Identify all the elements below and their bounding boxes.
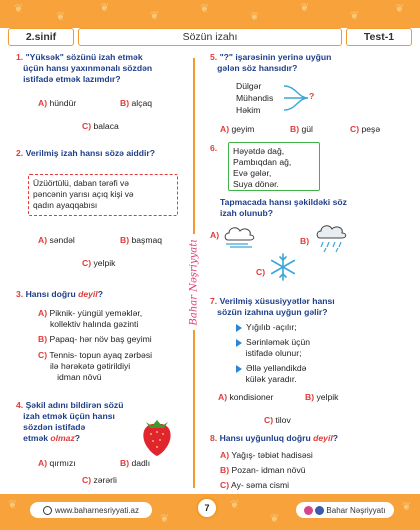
q1-option-b[interactable]: B) alçaq [120,98,153,108]
q6-option-c[interactable]: C) [256,267,266,277]
top-decorative-band: ❦ ❦ ❦ ❦ ❦ ❦ ❦ ❦ ❦ [0,0,420,28]
q5-option-b[interactable]: B) gül [290,124,313,134]
q4-option-b[interactable]: B) dadlı [120,458,151,468]
website-link[interactable]: www.baharnesriyyati.az [30,502,152,518]
q3-option-a[interactable]: A) Piknik- yüngül yeməklər, kollektiv halında gəzinti [38,308,143,329]
q7-option-c[interactable]: C) tilov [264,415,291,425]
q8-option-b[interactable]: B) Pozan- idman növü [220,465,306,475]
strawberry-icon [136,412,178,458]
question-8: 8. Hansı uyğunluq doğru deyil? [210,433,338,443]
q5-question-mark: ? [309,91,315,101]
snowflake-icon [268,252,298,282]
q6-option-b[interactable]: B) [300,236,310,246]
question-6-number: 6. [210,143,218,153]
q8-option-c[interactable]: C) Ay- səma cismi [220,480,290,490]
bottom-decorative-band: ❦ ❦ ❦ ❦ ❦ [0,494,420,530]
q2-option-a[interactable]: A) səndəl [38,235,75,245]
question-6: Tapmacada hansı şəkildəki söz izah olunub? [220,197,347,218]
header-bar [8,28,412,46]
triangle-bullet-icon [236,339,242,347]
q2-definition-box: Üzüörtülü, daban tərəfi və pəncənin yarısı açıq kişi və qadın ayaqqabısı [28,174,178,216]
triangle-bullet-icon [236,365,242,373]
q4-option-c[interactable]: C) zərərli [82,475,117,485]
q7-option-a[interactable]: A) kondisioner [218,392,274,402]
page-number: 7 [196,497,218,519]
bracket-arrow-icon [282,82,315,114]
q6-riddle-box: Həyətdə dağ, Pambıqdan ağ, Evə gələr, Suya dönər. [228,142,320,191]
q5-option-c[interactable]: C) peşə [350,124,381,134]
triangle-bullet-icon [236,324,242,332]
question-2: 2. Verilmiş izah hansı sözə aiddir? [16,148,155,158]
q8-option-a[interactable]: A) Yağış- təbiət hadisəsi [220,450,313,460]
grade-label: 2.sinif [8,28,74,46]
q2-option-c[interactable]: C) yelpik [82,258,116,268]
instagram-icon [304,506,313,515]
globe-icon [43,506,52,515]
test-label: Test-1 [346,28,412,46]
q7-option-b[interactable]: B) yelpik [305,392,339,402]
social-handle[interactable]: Bahar Nəşriyyatı [296,502,394,518]
question-5: 5. "?" işarəsinin yerinə uyğun gələn söz hansıdır? [210,52,332,73]
q5-word-list: Dülgər Mühəndis Həkim [236,81,274,115]
q6-option-a[interactable]: A) [210,230,220,240]
q7-feature-1: Yığılıb -açılır; [236,322,297,333]
q3-option-c[interactable]: C) Tennis- topun ayaq zərbəsi ilə hərəkətə gətirildiyi idman növü [38,350,153,382]
q1-option-a[interactable]: A) hündür [38,98,77,108]
facebook-icon [315,506,324,515]
cloud-wind-icon [222,222,258,250]
q4-option-a[interactable]: A) qırmızı [38,458,76,468]
q7-feature-2: Sərinləmək üçün istifadə olunur; [236,337,310,359]
cloud-rain-icon [314,222,352,254]
q5-option-a[interactable]: A) geyim [220,124,255,134]
q2-option-b[interactable]: B) başmaq [120,235,163,245]
q1-option-c[interactable]: C) balaca [82,121,119,131]
subject-title: Sözün izahı [78,28,342,46]
question-3: 3. Hansı doğru deyil? [16,289,103,299]
q3-option-b[interactable]: B) Papaq- hər növ baş geyimi [38,334,152,344]
question-1: 1. "Yüksək" sözünü izah etmək üçün hansı yaxınmənalı sözdən istifadə etmək lazımdır? [16,52,153,84]
publisher-side-label: Bahar Nəşriyyatı [187,234,201,330]
q7-feature-3: Əllə yelləndikdə külək yaradır. [236,363,306,385]
question-4: 4. Şəkil adını bildirən sözü izah etmək üçün hansı sözdən istifadə etmək olmaz? [16,400,124,443]
question-7: 7. Verilmiş xüsusiyyətlər hansı sözün izahına uyğun gəlir? [210,296,335,317]
